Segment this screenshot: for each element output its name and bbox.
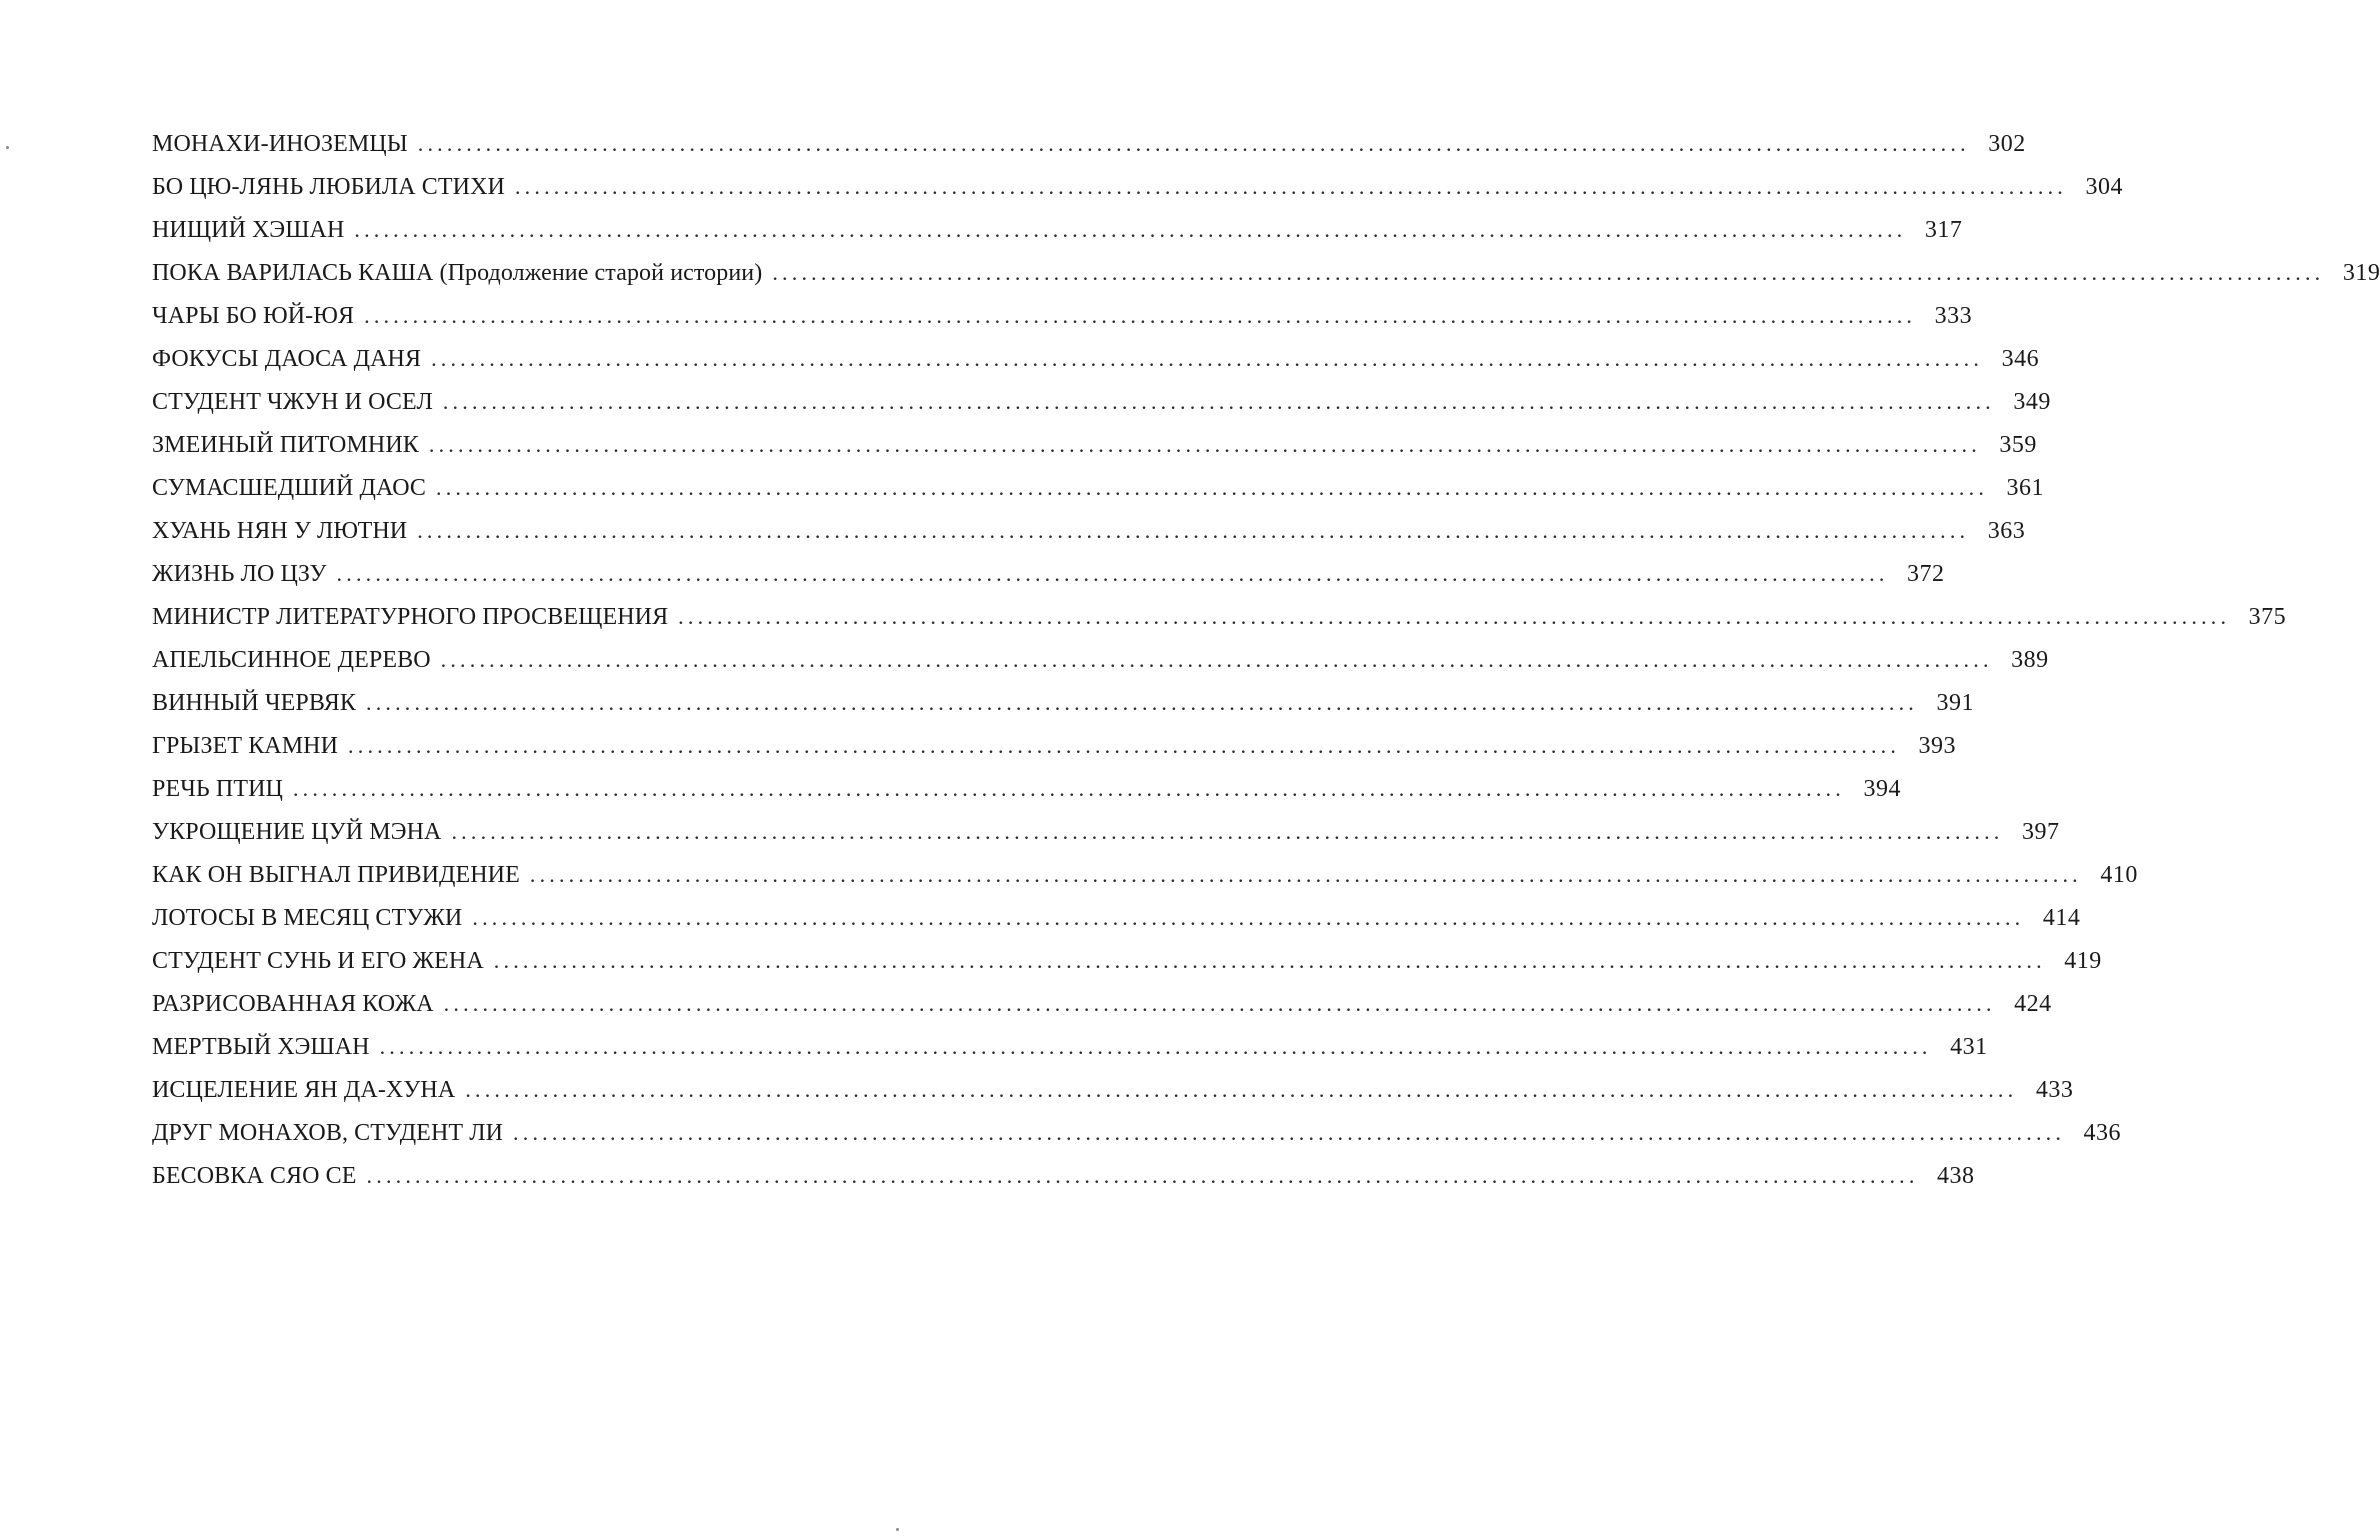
entry-page-number: 389: [2011, 647, 2049, 673]
entry-title: ФОКУСЫ ДАОСА ДАНЯ: [152, 346, 422, 372]
dot-leader: ................................................................................................................................................................: [364, 303, 1917, 328]
toc-entry: [152, 853, 2138, 896]
entry-page-number: 372: [1907, 561, 1945, 587]
entry-page-number: 433: [2035, 1077, 2074, 1103]
dot-leader: ................................................................................................................................................................: [354, 217, 1907, 242]
entry-page-number: 302: [1988, 131, 2026, 157]
toc-entry: [152, 337, 2040, 380]
entry-page-number: 397: [2021, 819, 2060, 845]
entry-title: ЖИЗНЬ ЛО ЦЗУ: [152, 561, 327, 587]
entry-title: КАК ОН ВЫГНАЛ ПРИВИДЕНИЕ: [152, 862, 520, 888]
dot-leader: ................................................................................................................................................................: [678, 604, 2231, 629]
dot-leader: ................................................................................................................................................................: [417, 518, 1970, 543]
entry-title: ЗМЕИНЫЙ ПИТОМНИК: [152, 432, 419, 458]
entry-page-number: 361: [2006, 475, 2045, 501]
entry-title: ВИННЫЙ ЧЕРВЯК: [152, 690, 356, 716]
toc-entry: [152, 165, 2123, 208]
dot-leader: ................................................................................................................................................................: [436, 475, 1989, 500]
toc-entry: [152, 939, 2102, 982]
toc-entry: [152, 552, 1945, 595]
entry-title: СТУДЕНТ ЧЖУН И ОСЕЛ: [152, 389, 433, 415]
entry-title: БО ЦЮ-ЛЯНЬ ЛЮБИЛА СТИХИ: [152, 174, 505, 200]
toc-entry: [152, 251, 2380, 294]
dot-leader: ................................................................................................................................................................: [772, 260, 2325, 285]
dot-leader: ................................................................................................................................................................: [292, 776, 1845, 801]
entry-page-number: 393: [1918, 733, 1957, 759]
entry-page-number: 414: [2042, 905, 2081, 931]
toc-entry: [152, 1111, 2122, 1154]
entry-page-number: 431: [1950, 1034, 1988, 1060]
entry-title: СУМАСШЕДШИЙ ДАОС: [152, 475, 427, 501]
entry-page-number: 346: [2001, 346, 2040, 372]
entry-title: ЛОТОСЫ В МЕСЯЦ СТУЖИ: [152, 905, 463, 931]
entry-title: МОНАХИ-ИНОЗЕМЦЫ: [152, 131, 408, 157]
dot-leader: ................................................................................................................................................................: [472, 905, 2025, 930]
entry-page-number: 410: [2100, 862, 2138, 888]
toc-entry: [152, 509, 2026, 552]
toc-entry: [152, 681, 1974, 724]
table-of-contents: [152, 122, 2380, 1197]
dot-leader: ................................................................................................................................................................: [451, 819, 2004, 844]
toc-entry: [152, 1025, 1988, 1068]
entry-title: МИНИСТР ЛИТЕРАТУРНОГО ПРОСВЕЩЕНИЯ: [152, 604, 669, 630]
dot-leader: ................................................................................................................................................................: [529, 862, 2082, 887]
toc-entry: [152, 466, 2045, 509]
entry-title: МЕРТВЫЙ ХЭШАН: [152, 1034, 370, 1060]
entry-title: ЧАРЫ БО ЮЙ-ЮЯ: [152, 303, 355, 329]
entry-page-number: 359: [1999, 432, 2037, 458]
entry-title: БЕСОВКА СЯО СЕ: [152, 1163, 357, 1189]
entry-title: ПОКА ВАРИЛАСЬ КАША (Продолжение старой истории): [152, 260, 763, 286]
toc-entry: [152, 208, 1963, 251]
toc-entry: [152, 294, 1973, 337]
entry-page-number: 304: [2085, 174, 2123, 200]
entry-title: АПЕЛЬСИННОЕ ДЕРЕВО: [152, 647, 431, 673]
dot-leader: ................................................................................................................................................................: [348, 733, 1901, 758]
entry-page-number: 438: [1937, 1163, 1975, 1189]
toc-entry: [152, 1154, 1975, 1197]
toc-entry: [152, 982, 2052, 1025]
entry-title: РАЗРИСОВАННАЯ КОЖА: [152, 991, 434, 1017]
scan-speck: [896, 1528, 899, 1531]
entry-page-number: 394: [1863, 776, 1901, 802]
dot-leader: ................................................................................................................................................................: [417, 131, 1970, 156]
entry-title: ИСЦЕЛЕНИЕ ЯН ДА-ХУНА: [152, 1077, 456, 1103]
toc-entry: [152, 122, 2026, 165]
entry-title: ГРЫЗЕТ КАМНИ: [152, 733, 339, 759]
dot-leader: ................................................................................................................................................................: [465, 1077, 2018, 1102]
entry-title: НИЩИЙ ХЭШАН: [152, 217, 345, 243]
entry-title: ХУАНЬ НЯН У ЛЮТНИ: [152, 518, 408, 544]
dot-leader: ................................................................................................................................................................: [366, 690, 1918, 715]
toc-entry: [152, 810, 2060, 853]
toc-entry: [152, 767, 1901, 810]
entry-page-number: 375: [2248, 604, 2287, 630]
dot-leader: ................................................................................................................................................................: [440, 647, 1993, 672]
entry-title: ДРУГ МОНАХОВ, СТУДЕНТ ЛИ: [152, 1120, 504, 1146]
dot-leader: ................................................................................................................................................................: [366, 1163, 1919, 1188]
dot-leader: ................................................................................................................................................................: [443, 991, 1996, 1016]
entry-page-number: 349: [2013, 389, 2051, 415]
entry-page-number: 363: [1987, 518, 2026, 544]
dot-leader: ................................................................................................................................................................: [336, 561, 1889, 586]
entry-page-number: 424: [2014, 991, 2052, 1017]
toc-entry: [152, 1068, 2074, 1111]
entry-page-number: 419: [2064, 948, 2102, 974]
dot-leader: ................................................................................................................................................................: [428, 432, 1981, 457]
entry-title: РЕЧЬ ПТИЦ: [152, 776, 283, 802]
dot-leader: ................................................................................................................................................................: [493, 948, 2046, 973]
toc-entry: [152, 380, 2051, 423]
toc-entry: [152, 595, 2287, 638]
entry-page-number: 436: [2083, 1120, 2122, 1146]
entry-page-number: 391: [1936, 690, 1974, 716]
toc-entry: [152, 638, 2049, 681]
entry-title: СТУДЕНТ СУНЬ И ЕГО ЖЕНА: [152, 948, 484, 974]
entry-page-number: 317: [1924, 217, 1963, 243]
entry-title: УКРОЩЕНИЕ ЦУЙ МЭНА: [152, 819, 442, 845]
dot-leader: ................................................................................................................................................................: [513, 1120, 2066, 1145]
dot-leader: ................................................................................................................................................................: [442, 389, 1995, 414]
dot-leader: ................................................................................................................................................................: [431, 346, 1984, 371]
toc-entry: [152, 423, 2037, 466]
entry-page-number: 319: [2342, 260, 2380, 286]
toc-entry: [152, 896, 2081, 939]
scan-speck: [6, 146, 9, 149]
dot-leader: ................................................................................................................................................................: [514, 174, 2067, 199]
toc-entry: [152, 724, 1957, 767]
dot-leader: ................................................................................................................................................................: [379, 1034, 1932, 1059]
entry-page-number: 333: [1934, 303, 1973, 329]
